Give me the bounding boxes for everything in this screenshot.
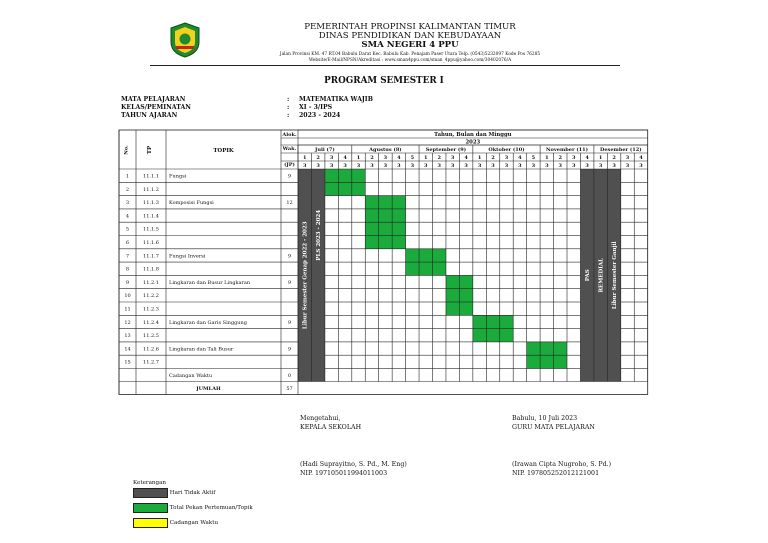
sig-left-nip: NIP. 197105011994011003	[300, 470, 388, 477]
header-week-number: 1	[356, 155, 361, 161]
legend-title: Keterangan	[133, 480, 167, 486]
meeting-week-cell	[446, 289, 459, 302]
meeting-week-cell	[419, 262, 432, 275]
meeting-week-cell	[352, 169, 365, 182]
meeting-week-cell	[554, 355, 567, 368]
header-week-jp: 3	[477, 163, 482, 169]
meeting-week-cell	[365, 209, 378, 222]
meeting-week-cell	[379, 222, 392, 235]
legend-item-inactive	[133, 488, 215, 498]
sig-left-knowing: Mengetahui,	[300, 415, 341, 422]
row-no: 11	[124, 306, 131, 313]
meeting-week-cell	[473, 315, 486, 328]
header-week-number: 5	[531, 155, 536, 161]
row-no: 12	[124, 319, 131, 326]
row-tp: 11.1.7	[143, 253, 159, 260]
legend-label: Total Pekan Pertemuan/Topik	[169, 505, 253, 511]
meta-value: 2023 - 2024	[299, 112, 341, 119]
meeting-week-cell	[433, 262, 446, 275]
header-week-jp: 3	[464, 163, 468, 169]
header-topik: TOPIK	[213, 148, 234, 154]
row-no: 2	[125, 186, 130, 193]
row-topik: Lingkaran dan Busur Lingkaran	[169, 279, 251, 286]
vertical-remedial: REMEDIAL	[598, 257, 605, 293]
meta-label: TAHUN AJARAN	[121, 112, 178, 119]
header-no: No.	[123, 145, 130, 155]
header-week-jp: 3	[370, 163, 374, 169]
header-week-jp: 3	[612, 163, 616, 169]
meeting-week-cell	[392, 236, 405, 249]
inactive-week-column	[311, 169, 324, 382]
row-tp: 11.2.6	[143, 346, 159, 353]
header-week-jp: 3	[585, 163, 589, 169]
legend-swatch-gray	[133, 488, 168, 498]
row-topik: Fungsi	[169, 173, 187, 180]
row-tp: 11.1.6	[143, 240, 159, 246]
header-website: Website/E-Mail/NPSN/Akreditasi : www.sman4ppu.com/sman_4ppu@yahoo.com/30402076/A	[308, 58, 512, 63]
meeting-week-cell	[459, 289, 472, 302]
header-week-number: 3	[383, 155, 388, 161]
legend-item-reserve	[133, 518, 218, 528]
legend-label: Hari Tidak Aktif	[169, 490, 216, 496]
header-week-jp: 3	[491, 163, 495, 169]
meeting-week-cell	[486, 315, 499, 328]
header-week-jp: 3	[518, 163, 522, 169]
meeting-week-cell	[379, 196, 392, 209]
header-week-number: 1	[477, 155, 482, 161]
row-jp: 9	[287, 319, 292, 326]
row-tp: 11.1.2	[143, 186, 159, 193]
row-tp: 11.2.7	[143, 359, 159, 366]
row-jp: 12	[286, 200, 293, 207]
header-week-number: 4	[464, 155, 468, 161]
header-week-number: 4	[518, 155, 522, 161]
row-tp: 11.1.4	[143, 213, 159, 220]
header-week-jp: 3	[504, 163, 509, 169]
row-no: 6	[125, 240, 130, 246]
header-week-number: 2	[316, 155, 320, 161]
header-department: DINAS PENDIDIKAN DAN KEBUDAYAAN	[318, 31, 502, 41]
meeting-week-cell	[365, 236, 378, 249]
header-week-number: 3	[625, 155, 630, 161]
header-month: November (11)	[545, 147, 589, 153]
header-week-number: 3	[504, 155, 509, 161]
row-topik: Lingkaran dan Garis Singgung	[169, 319, 247, 326]
meeting-week-cell	[486, 329, 499, 342]
meeting-week-cell	[338, 182, 351, 195]
meeting-week-cell	[325, 182, 338, 195]
meeting-week-cell	[446, 275, 459, 288]
row-no: 1	[125, 173, 130, 180]
row-tp: 11.1.5	[143, 226, 159, 233]
row-topik: Komposisi Fungsi	[169, 200, 214, 207]
meeting-week-cell	[392, 222, 405, 235]
document-title: PROGRAM SEMESTER I	[324, 76, 444, 86]
meeting-week-cell	[527, 342, 540, 355]
header-week-jp: 3	[302, 163, 307, 169]
row-tp: 11.2.5	[143, 333, 159, 340]
sig-right-name: (Irawan Cipta Nugroho, S. Pd.)	[512, 461, 612, 468]
row-topik: Lingkaran dan Tali Busur	[169, 346, 234, 353]
jumlah-jp: 57	[286, 386, 293, 392]
meeting-week-cell	[392, 209, 405, 222]
meeting-week-cell	[433, 249, 446, 262]
meeting-week-cell	[406, 249, 419, 262]
header-week-number: 5	[410, 155, 415, 161]
meeting-week-cell	[459, 275, 472, 288]
header-week-jp: 3	[437, 163, 441, 169]
row-jp: 9	[287, 253, 292, 260]
header-week-jp: 3	[571, 163, 576, 169]
header-week-number: 2	[491, 155, 495, 161]
header-month: Agustus (8)	[369, 147, 402, 153]
row-jp: 9	[287, 346, 292, 353]
vertical-libur-ganjil: Libur Semester Ganjil	[612, 241, 619, 310]
row-tp: 11.1.3	[143, 200, 159, 207]
header-week-number: 2	[612, 155, 616, 161]
legend-swatch-yellow	[133, 518, 168, 528]
header-week-number: 4	[397, 155, 401, 161]
header-week-number: 4	[343, 155, 347, 161]
meeting-week-cell	[392, 196, 405, 209]
meeting-week-cell	[500, 329, 513, 342]
meeting-week-cell	[365, 196, 378, 209]
meta-value: XI - 3/IPS	[299, 104, 333, 111]
row-no: 15	[124, 359, 131, 366]
header-week-number: 4	[639, 155, 643, 161]
header-week-jp: 3	[329, 163, 334, 169]
header-week-number: 4	[585, 155, 589, 161]
header-week-number: 1	[545, 155, 549, 161]
meeting-week-cell	[446, 302, 459, 315]
meta-label: MATA PELAJARAN	[121, 96, 186, 103]
header-week-jp: 3	[383, 163, 388, 169]
header-week-number: 3	[571, 155, 576, 161]
row-no: 9	[125, 279, 130, 286]
header-week-jp: 3	[356, 163, 361, 169]
meeting-week-cell	[338, 169, 351, 182]
header-week-jp: 3	[397, 163, 401, 169]
legend-swatch-green	[133, 503, 168, 513]
header-week-number: 3	[450, 155, 455, 161]
jumlah-label: JUMLAH	[196, 386, 221, 392]
header-government: PEMERINTAH PROPINSI KALIMANTAN TIMUR	[304, 22, 516, 32]
meeting-week-cell	[540, 355, 553, 368]
row-jp: 9	[287, 279, 292, 286]
sig-right-title: GURU MATA PELAJARAN	[512, 424, 595, 431]
header-week-number: 2	[437, 155, 441, 161]
meeting-week-cell	[554, 342, 567, 355]
header-jp: (JP)	[284, 162, 295, 168]
header-month: Oktober (10)	[488, 147, 525, 153]
header-week-jp: 3	[531, 163, 536, 169]
row-topik: Fungsi Inversi	[169, 253, 206, 260]
header-week-jp: 3	[639, 163, 643, 169]
legend-label: Cadangan Waktu	[169, 520, 219, 526]
vertical-pls: PLS 2023 - 2024	[316, 209, 323, 261]
meta-colon: :	[287, 96, 290, 103]
header-week-jp: 3	[558, 163, 563, 169]
row-no: 10	[124, 293, 131, 300]
row-no: 8	[125, 266, 130, 273]
header-week-jp: 3	[424, 163, 428, 169]
row-no: 4	[125, 213, 130, 220]
meta-colon: :	[287, 112, 290, 119]
header-week-jp: 3	[625, 163, 630, 169]
meeting-week-cell	[527, 355, 540, 368]
meeting-week-cell	[473, 329, 486, 342]
meta-value: MATEMATIKA WAJIB	[299, 96, 373, 103]
row-jp: 9	[287, 173, 292, 180]
header-week-jp: 3	[343, 163, 347, 169]
row-no: 7	[125, 253, 130, 260]
row-tp: 11.2.1	[143, 279, 159, 286]
sig-right-nip: NIP. 197805252012121001	[512, 470, 600, 477]
header-alok: Alok.	[282, 132, 297, 138]
header-tp: TP	[147, 145, 153, 155]
meeting-week-cell	[459, 302, 472, 315]
meeting-week-cell	[379, 236, 392, 249]
header-address: Jalan Provinsi KM. 47 RT.04 Babulu Darat Kec. Babulu Kab. Penajam Paser Utara Telp. (0543)5232097 Kode Pos 76285	[279, 52, 541, 57]
header-week-number: 3	[329, 155, 334, 161]
cadangan-label: Cadangan Waktu	[169, 373, 213, 379]
header-week-number: 1	[302, 155, 307, 161]
header-week-number: 1	[598, 155, 603, 161]
header-week-number: 2	[558, 155, 563, 161]
meeting-week-cell	[540, 342, 553, 355]
meta-label: KELAS/PEMINATAN	[121, 104, 191, 111]
header-week-jp: 3	[316, 163, 320, 169]
vertical-libur-genap: Libur Semester Genap 2022 - 2023	[302, 221, 309, 330]
meeting-week-cell	[379, 209, 392, 222]
header-month: September (9)	[425, 147, 467, 153]
meeting-week-cell	[500, 315, 513, 328]
header-month: Desember (12)	[600, 147, 642, 153]
row-tp: 11.2.4	[143, 319, 159, 326]
sig-right-date: Babulu, 10 Juli 2023	[512, 415, 578, 422]
row-no: 5	[125, 226, 130, 233]
header-year: 2023	[465, 139, 481, 146]
header-tahun-bulan-minggu: Tahun, Bulan dan Minggu	[434, 132, 512, 138]
vertical-pas: PAS	[585, 269, 592, 282]
header-month: Juli (7)	[315, 147, 335, 153]
meeting-week-cell	[325, 169, 338, 182]
row-tp: 11.1.8	[143, 266, 159, 273]
row-no: 14	[124, 346, 131, 353]
header-week-jp: 3	[598, 163, 603, 169]
sig-left-name: (Hadi Suprayitno, S. Pd., M. Eng)	[300, 461, 407, 468]
meeting-week-cell	[406, 262, 419, 275]
meeting-week-cell	[419, 249, 432, 262]
header-week-number: 1	[424, 155, 428, 161]
header-week-jp: 3	[545, 163, 549, 169]
header-week-jp: 3	[410, 163, 415, 169]
meeting-week-cell	[365, 222, 378, 235]
row-tp: 11.2.2	[143, 293, 159, 300]
row-no: 13	[124, 333, 131, 340]
header-wak: Wak.	[282, 146, 297, 152]
row-tp: 11.1.1	[143, 173, 159, 180]
header-week-jp: 3	[450, 163, 455, 169]
row-no: 3	[125, 200, 130, 207]
meta-colon: :	[287, 104, 290, 111]
header-week-number: 2	[370, 155, 374, 161]
sig-left-title: KEPALA SEKOLAH	[300, 424, 362, 431]
legend-item-meeting	[133, 503, 253, 513]
meeting-week-cell	[352, 182, 365, 195]
cadangan-jp: 0	[287, 373, 292, 379]
header-school: SMA NEGERI 4 PPU	[361, 40, 459, 50]
row-tp: 11.2.3	[143, 306, 159, 313]
